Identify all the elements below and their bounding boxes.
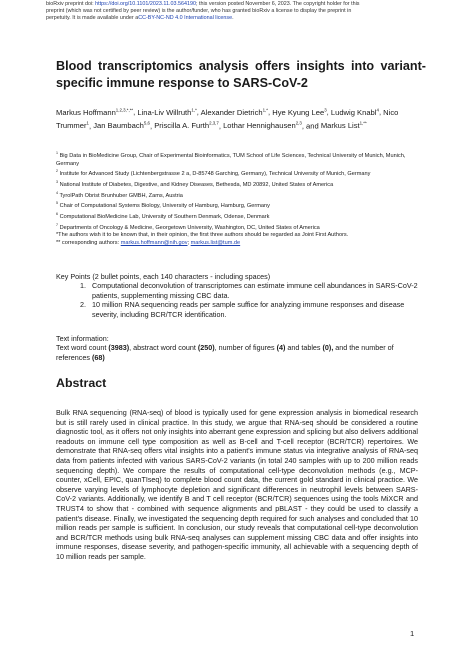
license-link[interactable]: CC-BY-NC-ND 4.0 International license [138,14,233,21]
affiliation: $^7$ Departments of Oncology & Medicine, Georgetown University, Washington, DC, United States of America [56,222,320,231]
author-list: Markus Hoffmann$^{1,2,3,*,**}$, Lina-Liv Willruth$^{1,*}$, Alexander Dietrich$^{1,*}$, Hye Kyung Lee$^3$, Ludwig Knabl$^4$, Nico Trummer$^1$, Jan Baumbach$^{5,6}$, Priscilla A. Furth$^{2,3,7}$, Lothar Hennighausen$^{2,3}$, and Markus List$^{1,**}$ [56,107,399,131]
author: Nico Trummer$^1$ [56,107,399,131]
key-points-section [56,272,418,319]
header-line-1: bioRxiv preprint doi: https://doi.org/10.1101/2023.11.03.564190; this version posted November 6, 2023. The copyright holder for this [46,1,360,7]
text-information-heading: Text information: [56,334,109,343]
doi-link[interactable]: https://doi.org/10.1101/2023.11.03.564190 [95,1,196,7]
author: Hye Kyung Lee$^3$ [272,107,327,117]
author: Markus List$^{1,**}$ [320,120,367,131]
text-information-counts: Text word count (3983), abstract word count (250), number of figures (4) and tables (0), and the number of references (68) [56,343,394,362]
email-link[interactable]: markus.list@tum.de [190,240,241,247]
author: Priscilla A. Furth$^{2,3,7}$ [154,120,219,131]
header-line-3: perpetuity. It is made available under aCC-BY-NC-ND 4.0 International license. [46,14,234,21]
key-point: 2. 10 million RNA sequencing reads per sample suffice for analyzing immune responses and disease severity, including BCR/TCR identification. [88,300,418,319]
affiliation-list [56,150,418,248]
paper-title: Blood transcriptomics analysis offers insights into variant-specific immune response to SARS-CoV-2 [56,59,426,90]
key-points-heading: Key Points (2 bullet points, each 140 characters - including spaces) [56,272,271,281]
affiliation: $^3$ National Institute of Diabetes, Digestive, and Kidney Diseases, Bethesda, MD 20892, United States of America [56,180,334,188]
page-number: 1 [410,629,415,638]
header-line-2: preprint (which was not certified by peer review) is the author/funder, who has granted bioRxiv a license to display the preprint in [46,7,352,14]
author: Jan Baumbach$^{5,6}$ [93,120,150,131]
email-link[interactable]: markus.hoffmann@nih.gov [120,240,188,247]
affiliation: $^1$ Big Data in BioMedicine Group, Chair of Experimental Bioinformatics, TUM School of Life Sciences, Technical University of Munich, Munich, Germany [56,151,406,167]
affiliation: $^5$ Chair of Computational Systems Biology, University of Hamburg, Hamburg, Germany [56,201,270,210]
author: Lothar Hennighausen$^{2,3}$ [223,120,302,131]
corresponding-authors: ** corresponding authors: markus.hoffmann@nih.gov; markus.list@tum.de [56,240,241,247]
abstract-body: Bulk RNA sequencing (RNA-seq) of blood is typically used for gene expression analysis in biomedical research but is still rarely used in clinical practice. In this study, we argue that RNA-seq should be considered a routine diagnostic tool, as it offers not only insights into aberrant gene expression and splicing but also delivers additional readouts on immune cell type composition as well as B-cell and T-cell receptor (BCR/TCR) repertoires. We demonstrate that RNA-seq offers vital insights into a patient's immune status via integrative analysis of RNA-seq data from patients infected with various SARS-CoV-2 variants (in total 240 samples with up to 200 million reads sequencing depth). We compare the results of computational cell-type deconvolution methods (e.g., MCP-counter, xCell, EPIC, quanTIseq) to complete blood count data, the current gold standard in clinical practice. We observe varying levels of lymphocyte depletion and significant differences in neutrophil levels between SARS-CoV-2 variants. Additionally, we identify B and T cell receptor (BCR/TCR) sequences using the tools MiXCR and TRUST4 to show that - combined with sequence alignments and pBLAST - they could be used to classify a patient's disease. Finally, we investigated the sequencing depth required for such analyses and concluded that 10 million reads per sample is sufficient. In conclusion, our study reveals that computational cell-type deconvolution and BCR/TCR methods using bulk RNA-seq analyses can supplement missing CBC data and offer insights into immune responses, disease severity, and pathogen-specific immunity, all achievable with a sequencing depth of 10 million reads per sample. [56,408,418,561]
affiliation: $^4$ TyrolPath Obrist Brunhuber GMBH, Zams, Austria [56,190,183,199]
author: Markus Hoffmann$^{1,2,3,*,**}$ [56,107,134,117]
author: Alexander Dietrich$^{1,*}$ [200,107,269,117]
preprint-header [46,1,436,21]
affiliation: $^6$ Computational BioMedicine Lab, University of Southern Denmark, Odense, Denmark [56,212,270,220]
author: Ludwig Knabl$^4$ [330,107,379,117]
affiliation: $^2$ Institute for Advanced Study (Lichtenbergstrasse 2 a, D-85748 Garching, Germany), Technical University of Munich, Germany [56,169,371,178]
joint-first-author-note: *The authors wish it to be known that, in their opinion, the first three authors should be regarded as Joint First Authors. [56,232,349,239]
key-points-list [56,281,418,319]
text-information-section [56,334,418,362]
key-point: 1. Computational deconvolution of transcriptomes can estimate immune cell abundances in SARS-CoV-2 patients, supplementing missing CBC data. [88,281,418,300]
abstract-heading: Abstract [56,376,107,390]
author: Lina-Liv Willruth$^{1,*}$ [137,107,197,117]
